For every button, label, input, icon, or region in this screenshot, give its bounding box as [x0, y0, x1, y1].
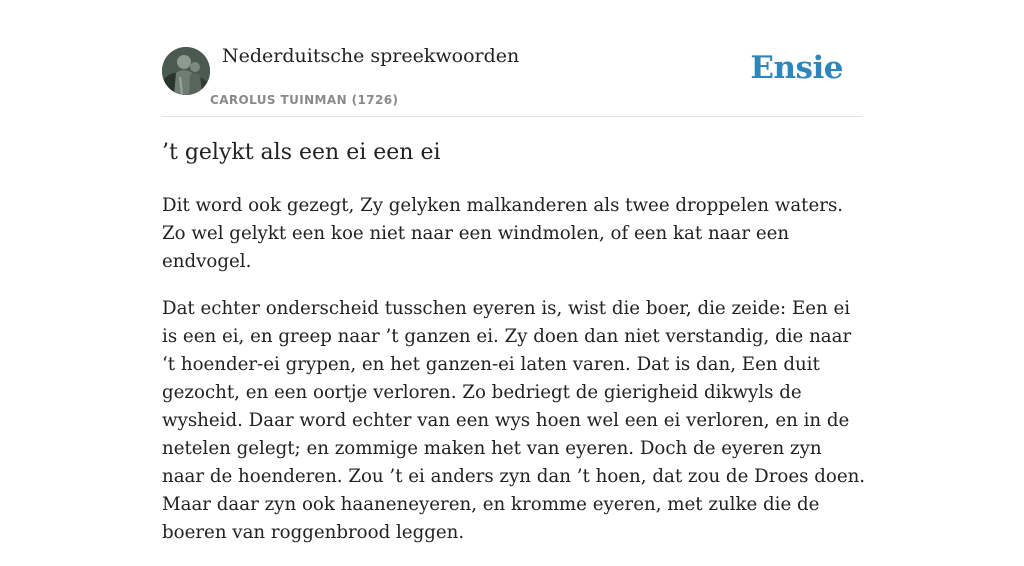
- body-paragraph: Dat echter onderscheid tusschen eyeren is, wist die boer, die zeide: Een ei is een ei, en greep naar ’t ganzen ei. Zy doen dan niet verstandig, die naar ‘t hoender-ei grypen, en het ganzen-ei laten varen. Dat is dan, Een duit gezocht, en een oortje verloren. Zo bedriegt de gierigheid dikwyls de wysheid. Daar word echter van een wys hoen wel een ei verloren, en in de netelen gelegt; en zommige maken het van eyeren. Doch de eyeren zyn naar de hoenderen. Zou ’t ei anders zyn dan ’t hoen, dat zou de Droes doen. Maar daar zyn ook haaneneyeren, en kromme eyeren, met zulke die de boeren van roggenbrood leggen.: [162, 298, 866, 543]
- statue-portrait-icon[interactable]: [162, 47, 210, 95]
- author-label[interactable]: CAROLUS TUINMAN (1726): [210, 93, 399, 107]
- entry-card: [162, 0, 866, 543]
- entry-header: [162, 0, 862, 117]
- ensie-logo[interactable]: Ensie: [750, 50, 843, 86]
- body-paragraph: Dit word ook gezegt, Zy gelyken malkanderen als twee droppelen waters. Zo wel gelykt een koe niet naar een windmolen, of een kat naar een endvogel.: [162, 195, 844, 272]
- entry-body: [162, 192, 867, 566]
- entry-title: ’t gelykt als een ei een ei: [162, 140, 441, 165]
- book-title[interactable]: Nederduitsche spreekwoorden: [222, 45, 520, 67]
